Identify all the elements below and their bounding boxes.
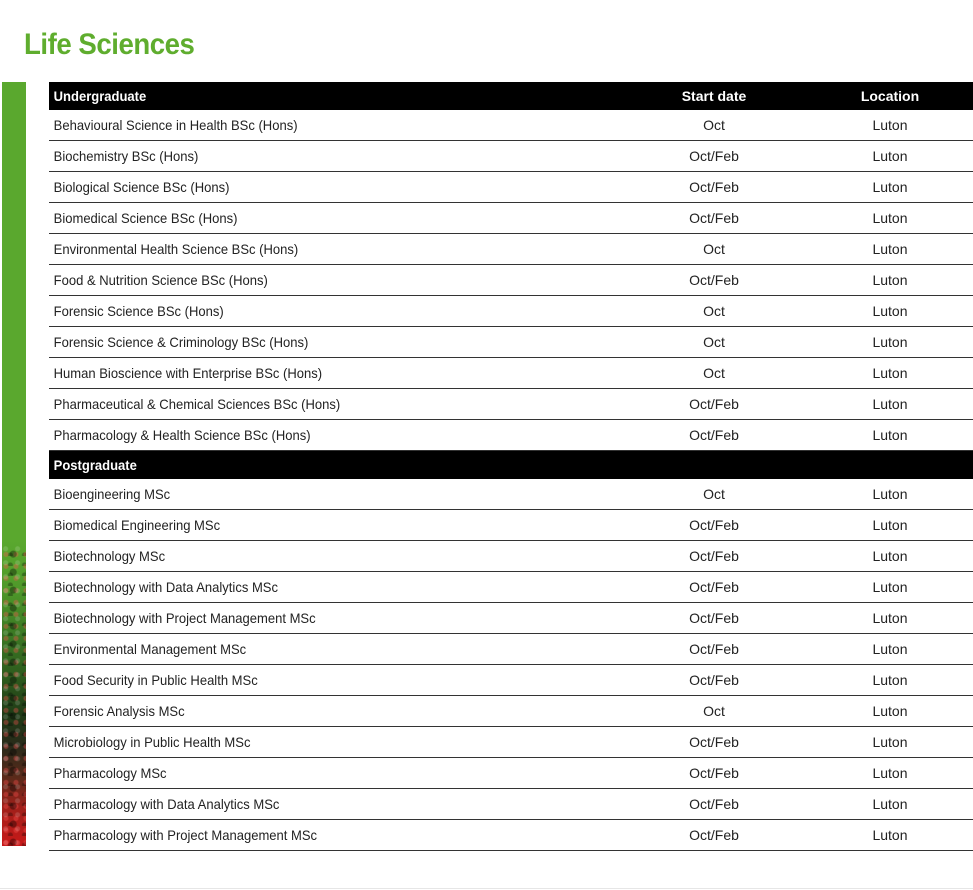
course-name: Pharmacology MSc [53,765,167,781]
location-column-header: Location [860,88,920,104]
course-start-date: Oct [703,703,725,719]
course-start-date: Oct/Feb [689,672,739,688]
course-name: Pharmacology & Health Science BSc (Hons) [53,427,311,443]
course-location: Luton [872,427,908,443]
course-location: Luton [872,610,908,626]
course-name: Biochemistry BSc (Hons) [53,148,199,164]
course-location: Luton [872,672,908,688]
course-start-date: Oct [703,241,725,257]
course-name: Biological Science BSc (Hons) [53,179,230,195]
postgraduate-rows [49,479,973,851]
side-bar-texture [2,546,26,846]
table-row [49,758,973,789]
course-start-date: Oct/Feb [689,610,739,626]
course-start-date: Oct/Feb [689,517,739,533]
course-start-date: Oct/Feb [689,427,739,443]
table-row [49,479,973,510]
course-location: Luton [872,272,908,288]
course-table [49,82,973,851]
table-row [49,234,973,265]
course-name: Biotechnology MSc [53,548,166,564]
course-name: Pharmacology with Project Management MSc [53,827,318,843]
table-row [49,727,973,758]
course-location: Luton [872,210,908,226]
table-row [49,665,973,696]
course-location: Luton [872,641,908,657]
course-start-date: Oct/Feb [689,827,739,843]
course-name: Food Security in Public Health MSc [53,672,258,688]
course-name: Biomedical Engineering MSc [53,517,221,533]
course-location: Luton [872,486,908,502]
table-row [49,572,973,603]
course-location: Luton [872,827,908,843]
course-start-date: Oct [703,365,725,381]
course-name: Forensic Science & Criminology BSc (Hons) [53,334,309,350]
course-location: Luton [872,365,908,381]
table-row [49,789,973,820]
course-start-date: Oct/Feb [689,272,739,288]
course-name: Biomedical Science BSc (Hons) [53,210,238,226]
course-name: Bioengineering MSc [53,486,171,502]
course-location: Luton [872,765,908,781]
course-location: Luton [872,148,908,164]
course-name: Food & Nutrition Science BSc (Hons) [53,272,268,288]
course-start-date: Oct/Feb [689,210,739,226]
table-row [49,696,973,727]
course-location: Luton [872,179,908,195]
table-row [49,172,973,203]
course-name: Pharmacology with Data Analytics MSc [53,796,280,812]
course-location: Luton [872,396,908,412]
course-name: Biotechnology with Project Management MSc [53,610,316,626]
course-start-date: Oct [703,303,725,319]
course-start-date: Oct/Feb [689,548,739,564]
course-start-date: Oct/Feb [689,148,739,164]
course-start-date: Oct [703,117,725,133]
course-start-date: Oct/Feb [689,734,739,750]
table-row [49,296,973,327]
course-location: Luton [872,334,908,350]
course-location: Luton [872,303,908,319]
table-row [49,358,973,389]
table-row [49,634,973,665]
footer-divider [0,888,973,889]
table-row [49,541,973,572]
side-decorative-bar [2,82,26,846]
course-location: Luton [872,241,908,257]
undergraduate-heading: Undergraduate [53,88,147,104]
course-name: Environmental Health Science BSc (Hons) [53,241,299,257]
table-row [49,510,973,541]
course-location: Luton [872,703,908,719]
page-title: Life Sciences [24,28,195,61]
course-start-date: Oct/Feb [689,765,739,781]
course-name: Pharmaceutical & Chemical Sciences BSc (Hons) [53,396,341,412]
table-row [49,389,973,420]
undergraduate-header-row [49,82,973,110]
postgraduate-header-row [49,451,973,479]
course-name: Forensic Analysis MSc [53,703,185,719]
undergraduate-rows [49,110,973,451]
course-start-date: Oct/Feb [689,579,739,595]
table-row [49,265,973,296]
course-start-date: Oct/Feb [689,179,739,195]
table-row [49,110,973,141]
course-location: Luton [872,117,908,133]
course-start-date: Oct/Feb [689,796,739,812]
start-date-column-header: Start date [681,88,747,104]
course-name: Microbiology in Public Health MSc [53,734,251,750]
course-location: Luton [872,796,908,812]
course-name: Human Bioscience with Enterprise BSc (Hons) [53,365,323,381]
table-row [49,141,973,172]
course-location: Luton [872,734,908,750]
course-start-date: Oct [703,486,725,502]
postgraduate-heading: Postgraduate [53,457,137,473]
course-name: Biotechnology with Data Analytics MSc [53,579,278,595]
course-start-date: Oct [703,334,725,350]
course-start-date: Oct/Feb [689,641,739,657]
course-name: Environmental Management MSc [53,641,247,657]
course-name: Forensic Science BSc (Hons) [53,303,224,319]
table-row [49,420,973,451]
table-row [49,327,973,358]
table-row [49,203,973,234]
course-location: Luton [872,548,908,564]
course-name: Behavioural Science in Health BSc (Hons) [53,117,298,133]
course-location: Luton [872,579,908,595]
course-start-date: Oct/Feb [689,396,739,412]
course-location: Luton [872,517,908,533]
table-row [49,820,973,851]
table-row [49,603,973,634]
